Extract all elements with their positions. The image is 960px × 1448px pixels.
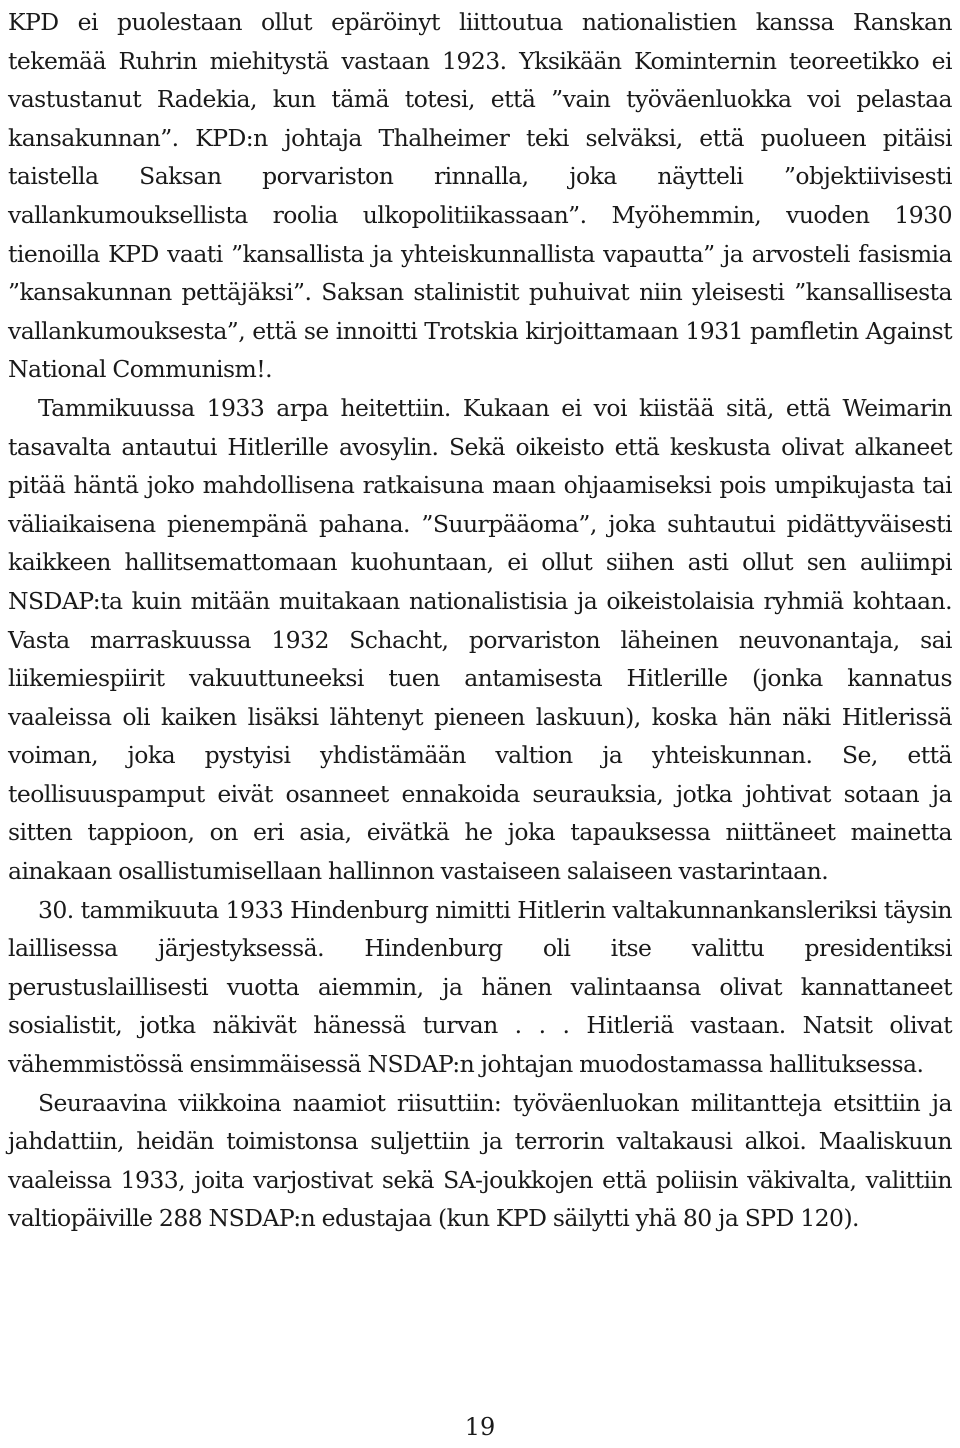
paragraph-january-1933: Tammikuussa 1933 arpa heitettiin. Kukaan ei voi kiistää sitä, että Weimarin tasavalta antautui Hitlerille avosylin. Sekä oikeisto että keskusta olivat alkaneet pitää häntä joko mahdollisena ratkaisuna maan ohjaamiseksi pois umpikujasta tai väliaikaisena pienempänä pahana. ”Suurpääoma”, joka suhtautui pidättyväisesti kaikkeen hallitsemattomaan kuohuntaan, ei ollut siihen asti ollut sen auliimpi NSDAP:ta kuin mitään muitakaan nationalistisia ja oikeistolaisia ryhmiä kohtaan. Vasta marraskuussa 1932 Schacht, porvariston läheinen neuvonantaja, sai liikemiespiirit vakuuttuneeksi tuen antamisesta Hitlerille (jonka kannatus vaaleissa oli kaiken lisäksi lähtenyt pieneen laskuun), koska hän näki Hitlerissä voiman, joka pystyisi yhdistämään valtion ja yhteiskunnan. Se, että teollisuuspamput eivät osanneet ennakoida seurauksia, jotka johtivat sotaan ja sitten tappioon, on eri asia, eivätkä he joka tapauksessa niittäneet mainetta ainakaan osallistumisellaan hallinnon vastaiseen salaiseen vastarintaan. (8, 393, 952, 886)
paragraph-kpd-nationalism: KPD ei puolestaan ollut epäröinyt liittoutua nationalistien kanssa Ranskan tekemää Ruhrin miehitystä vastaan 1923. Yksikään Kominternin teoreetikko ei vastustanut Radekia, kun tämä totesi, että ”vain työväenluokka voi pelastaa kansakunnan”. KPD:n johtaja Thalheimer teki selväksi, että puolueen pitäisi taistella Saksan porvariston rinnalla, joka näytteli ”objektiivisesti vallankumouksellista roolia ulkopolitiikassaan”. Myöhemmin, vuoden 1930 tienoilla KPD vaati ”kansallista ja yhteiskunnallista vapautta” ja arvosteli fasismia ”kansakunnan pettäjäksi”. Saksan stalinistit puhuivat niin yleisesti ”kansallisesta vallankumouksesta”, että se innoitti Trotskia kirjoittamaan 1931 pamfletin Against National Communism!. (8, 8, 952, 384)
paragraph-following-weeks: Seuraavina viikkoina naamiot riisuttiin: työväenluokan militantteja etsittiin ja jahdattiin, heidän toimistonsa suljettiin ja terrorin valtakausi alkoi. Maaliskuun vaaleissa 1933, joita varjostivat sekä SA-joukkojen että poliisin väkivalta, valittiin valtiopäiville 288 NSDAP:n edustajaa (kun KPD säilytti yhä 80 ja SPD 120). (8, 1088, 952, 1233)
body-text (8, 3, 952, 1238)
paragraph-hitler-chancellor: 30. tammikuuta 1933 Hindenburg nimitti Hitlerin valtakunnankansleriksi täysin laillisessa järjestyksessä. Hindenburg oli itse valittu presidentiksi perustuslaillisesti vuotta aiemmin, ja hänen valintaansa olivat kannattaneet sosialistit, jotka näkivät hänessä turvan . . . Hitleriä vastaan. Natsit olivat vähemmistössä ensimmäisessä NSDAP:n johtajan muodostamassa hallituksessa. (8, 895, 952, 1079)
document-page (8, 0, 952, 1448)
page-number: 19 (464, 1413, 496, 1441)
